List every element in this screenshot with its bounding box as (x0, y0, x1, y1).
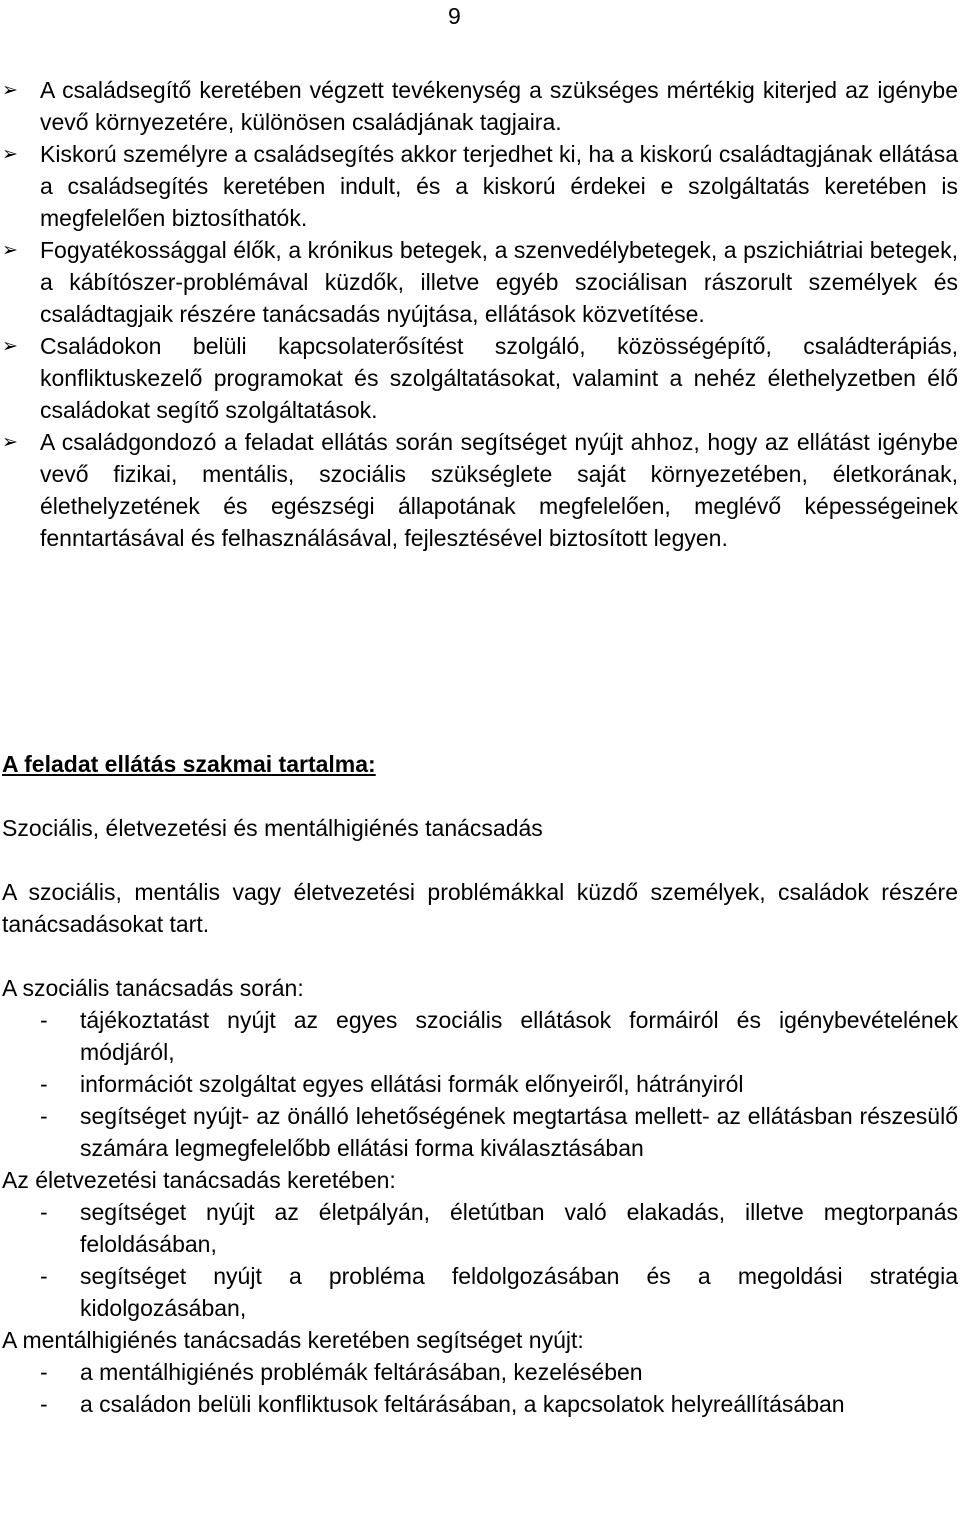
list-item-text: tájékoztatást nyújt az egyes szociális ellátások formáiról és igénybevételének módjáról, (80, 1007, 958, 1065)
bullet-item (0, 138, 958, 234)
arrow-bullet-icon: ➢ (2, 79, 18, 101)
bullet-item (0, 234, 958, 330)
dash-marker: - (40, 1103, 48, 1129)
bullet-text: Családokon belüli kapcsolaterősítést szolgáló, közösségépítő, családterápiás, konfliktuskezelő programokat és szolgáltatásokat, valamint a nehéz élethelyzetben élő családokat segítő szolgáltatások. (40, 333, 958, 423)
list-item-text: segítséget nyújt az életpályán, életútban való elakadás, illetve megtorpanás feloldásában, (80, 1199, 958, 1257)
section-label-mental: A mentálhigiénés tanácsadás keretében segítséget nyújt: (2, 1327, 584, 1353)
dash-marker: - (40, 1359, 48, 1385)
bullet-list (0, 74, 958, 554)
dash-marker: - (40, 1007, 48, 1033)
list-item-text: segítséget nyújt- az önálló lehetőségének megtartása mellett- az ellátásban részesülő számára legmegfelelőbb ellátási forma kiválasztásában (80, 1103, 958, 1161)
arrow-bullet-icon: ➢ (2, 239, 18, 261)
dash-marker: - (40, 1071, 48, 1097)
bullet-item (0, 330, 958, 426)
dash-marker: - (40, 1391, 48, 1417)
bullet-item (0, 426, 958, 554)
list-item-text: a családon belüli konfliktusok feltárásában, a kapcsolatok helyreállításában (80, 1391, 845, 1417)
list-item-text: információt szolgáltat egyes ellátási formák előnyeiről, hátrányiról (80, 1071, 744, 1097)
bullet-item (0, 74, 958, 138)
intro-paragraph: A szociális, mentális vagy életvezetési problémákkal küzdő személyek, családok részére tanácsadásokat tart. (2, 879, 958, 937)
arrow-bullet-icon: ➢ (2, 431, 18, 453)
list-item-text: segítséget nyújt a probléma feldolgozásában és a megoldási stratégia kidolgozásában, (80, 1263, 958, 1321)
subsection-title: Szociális, életvezetési és mentálhigiénés tanácsadás (2, 815, 543, 841)
list-item (2, 1196, 958, 1260)
list-item (2, 1356, 958, 1388)
arrow-bullet-icon: ➢ (2, 335, 18, 357)
dash-marker: - (40, 1263, 48, 1289)
list-item (2, 1068, 958, 1100)
bullet-text: A családgondozó a feladat ellátás során segítséget nyújt ahhoz, hogy az ellátást igénybe vevő fizikai, mentális, szociális szükséglete saját környezetében, életkorának, élethelyzetének és egészségi állapotának megfelelően, meglévő képességeinek fenntartásával és felhasználásával, fejlesztésével biztosított legyen. (40, 429, 958, 551)
bullet-text: A családsegítő keretében végzett tevékenység a szükséges mértékig kiterjed az igénybe vevő környezetére, különösen családjának tagjaira. (40, 77, 958, 135)
section-heading: A feladat ellátás szakmai tartalma: (2, 751, 376, 777)
arrow-bullet-icon: ➢ (2, 143, 18, 165)
list-item (2, 1260, 958, 1324)
section-label-social: A szociális tanácsadás során: (2, 975, 304, 1001)
list-item-text: a mentálhigiénés problémák feltárásában, kezelésében (80, 1359, 643, 1385)
page-number: 9 (448, 3, 461, 29)
bullet-text: Kiskorú személyre a családsegítés akkor terjedhet ki, ha a kiskorú családtagjának ellátása a családsegítés keretében indult, és a kiskorú érdekei e szolgáltatás keretében is megfelelően biztosíthatók. (40, 141, 958, 231)
bullet-text: Fogyatékossággal élők, a krónikus betegek, a szenvedélybetegek, a pszichiátriai betegek, a kábítószer-problémával küzdők, illetve egyéb szociálisan rászorult személyek és családtagjaik részére tanácsadás nyújtása, ellátások közvetítése. (40, 237, 958, 327)
section-label-lifestyle: Az életvezetési tanácsadás keretében: (2, 1167, 396, 1193)
list-item (2, 1004, 958, 1068)
dash-marker: - (40, 1199, 48, 1225)
list-item (2, 1100, 958, 1164)
list-item (2, 1388, 958, 1420)
counseling-sections (2, 972, 958, 1420)
